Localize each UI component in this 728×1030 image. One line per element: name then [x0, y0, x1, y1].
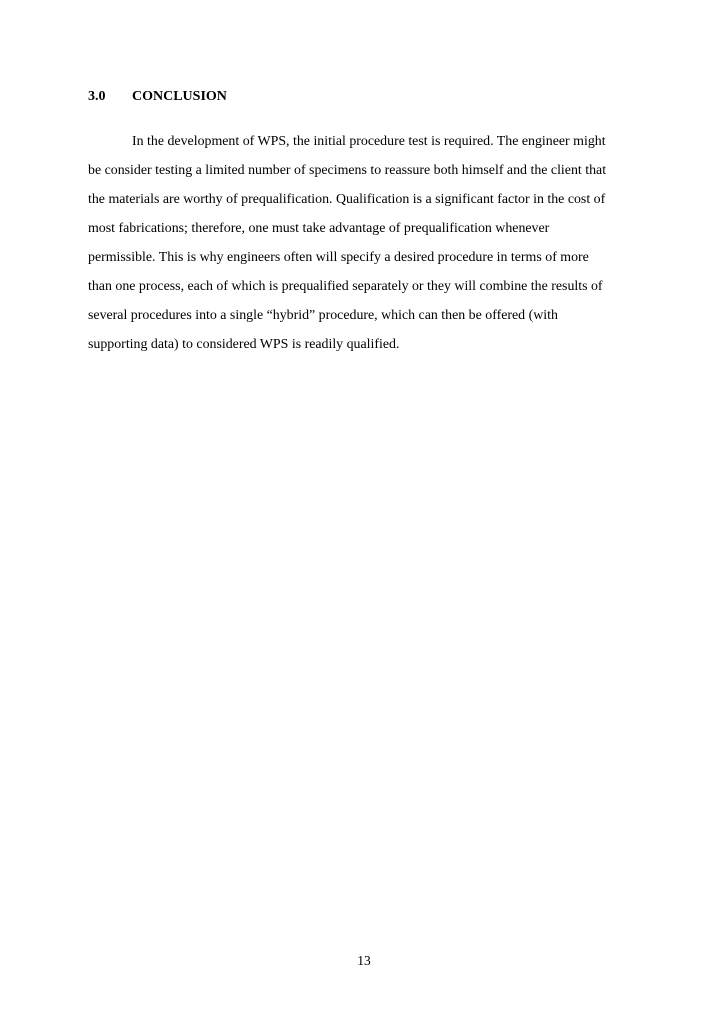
paragraph-line: than one process, each of which is prequalified separately or they will combine the results of [88, 279, 603, 294]
paragraph-line: permissible. This is why engineers often will specify a desired procedure in terms of more [88, 250, 589, 265]
conclusion-paragraph [88, 127, 648, 359]
page-number: 13 [357, 953, 371, 968]
section-title: CONCLUSION [132, 89, 227, 104]
paragraph-line: most fabrications; therefore, one must take advantage of prequalification whenever [88, 221, 550, 236]
section-heading [88, 88, 227, 106]
paragraph-line: the materials are worthy of prequalification. Qualification is a significant factor in the cost of [88, 192, 606, 207]
paragraph-line: supporting data) to considered WPS is readily qualified. [88, 337, 400, 352]
paragraph-line: several procedures into a single “hybrid” procedure, which can then be offered (with [88, 308, 558, 323]
paragraph-line: be consider testing a limited number of specimens to reassure both himself and the client that [88, 163, 607, 178]
paragraph-line: In the development of WPS, the initial procedure test is required. The engineer might [132, 134, 606, 149]
section-number: 3.0 [88, 89, 106, 104]
